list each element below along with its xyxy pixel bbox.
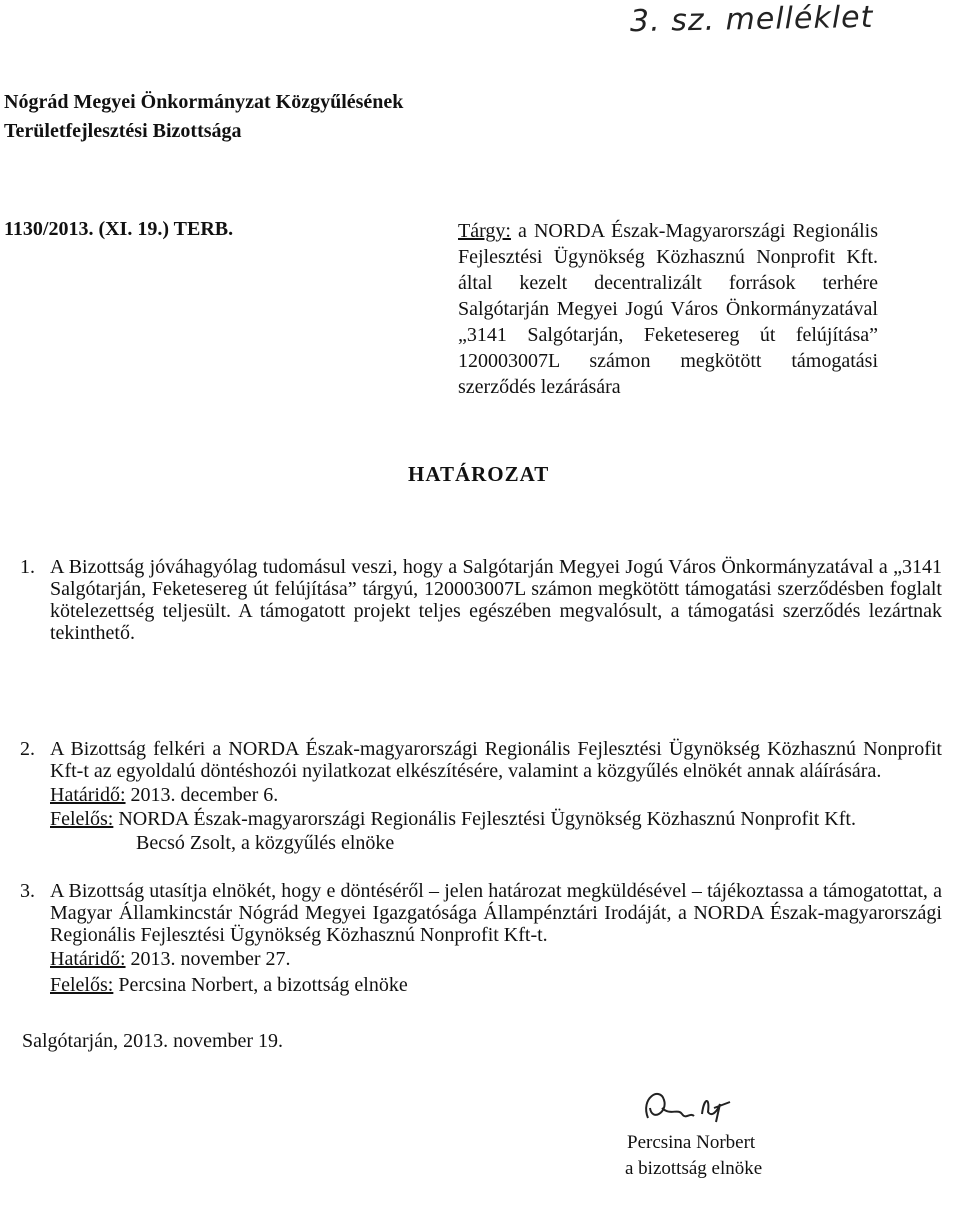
responsible-value: NORDA Észak-magyarországi Regionális Fejlesztési Ügynökség Közhasznú Nonprofit Kft.	[118, 808, 856, 830]
resolution-item-3	[20, 880, 942, 1020]
item-body	[50, 738, 942, 854]
issuer-line-2: Területfejlesztési Bizottsága	[4, 120, 242, 142]
signer-name: Percsina Norbert	[627, 1132, 756, 1153]
deadline-value: 2013. december 6.	[130, 784, 279, 806]
item-number: 1.	[20, 556, 35, 578]
subject-label: Tárgy:	[458, 220, 511, 242]
resolution-item-1	[20, 556, 942, 666]
document-title: HATÁROZAT	[408, 462, 550, 486]
deadline-line	[50, 948, 942, 970]
place-and-date: Salgótarján, 2013. november 19.	[22, 1030, 284, 1052]
responsible-value: Percsina Norbert, a bizottság elnöke	[118, 974, 408, 996]
item-text: A Bizottság jóváhagyólag tudomásul veszi, hogy a Salgótarján Megyei Jogú Város Önkormányzatával a „3141 Salgótarján, Feketesereg út felújítása” tárgyú, 120003007L számon megkötött támogatási szerződésben foglalt kötelezettség teljesült. A támogatott projekt teljes egészében megvalósult, a támogatási szerződés lezártnak tekinthető.	[50, 556, 942, 644]
deadline-line	[50, 784, 942, 806]
item-body	[50, 880, 942, 996]
subject-block	[458, 218, 878, 400]
deadline-value: 2013. november 27.	[130, 948, 291, 970]
signature	[590, 1078, 790, 1138]
item-number: 3.	[20, 880, 35, 902]
responsible-line	[50, 974, 942, 996]
responsible-line	[50, 808, 942, 830]
responsible-label: Felelős:	[50, 808, 114, 830]
resolution-reference: 1130/2013. (XI. 19.) TERB.	[4, 218, 234, 240]
responsible-value-2: Becsó Zsolt, a közgyűlés elnöke	[136, 832, 395, 854]
item-text: A Bizottság felkéri a NORDA Észak-magyarországi Regionális Fejlesztési Ügynökség Közhasznú Nonprofit Kft-t az egyoldalú döntéshozói nyilatkozat elkészítésére, valamint a közgyűlés elnökét annak aláírására.	[50, 738, 942, 782]
deadline-label: Határidő:	[50, 948, 126, 970]
signer-role: a bizottság elnöke	[625, 1158, 763, 1179]
subject-text: a NORDA Észak-Magyarországi Regionális Fejlesztési Ügynökség Közhasznú Nonprofit Kft. által kezelt decentralizált források terhére Salgótarján Megyei Jogú Város Önkormányzatával „3141 Salgótarján, Feketesereg út felújítása” 120003007L számon megkötött támogatási szerződés lezárására	[458, 220, 878, 398]
deadline-label: Határidő:	[50, 784, 126, 806]
handwritten-annotation: 3. sz. melléklet	[629, 0, 874, 40]
issuer-line-1: Nógrád Megyei Önkormányzat Közgyűlésének	[4, 91, 404, 113]
signer-block	[625, 1130, 762, 1182]
issuer-header	[4, 88, 403, 146]
item-text: A Bizottság utasítja elnökét, hogy e döntéséről – jelen határozat megküldésével – tájékoztassa a támogatottat, a Magyar Államkincstár Nógrád Megyei Igazgatósága Állampénztári Irodáját, a NORDA Észak-magyarországi Regionális Fejlesztési Ügynökség Közhasznú Nonprofit Kft-t.	[50, 880, 942, 946]
responsible-label: Felelős:	[50, 974, 114, 996]
item-number: 2.	[20, 738, 35, 760]
